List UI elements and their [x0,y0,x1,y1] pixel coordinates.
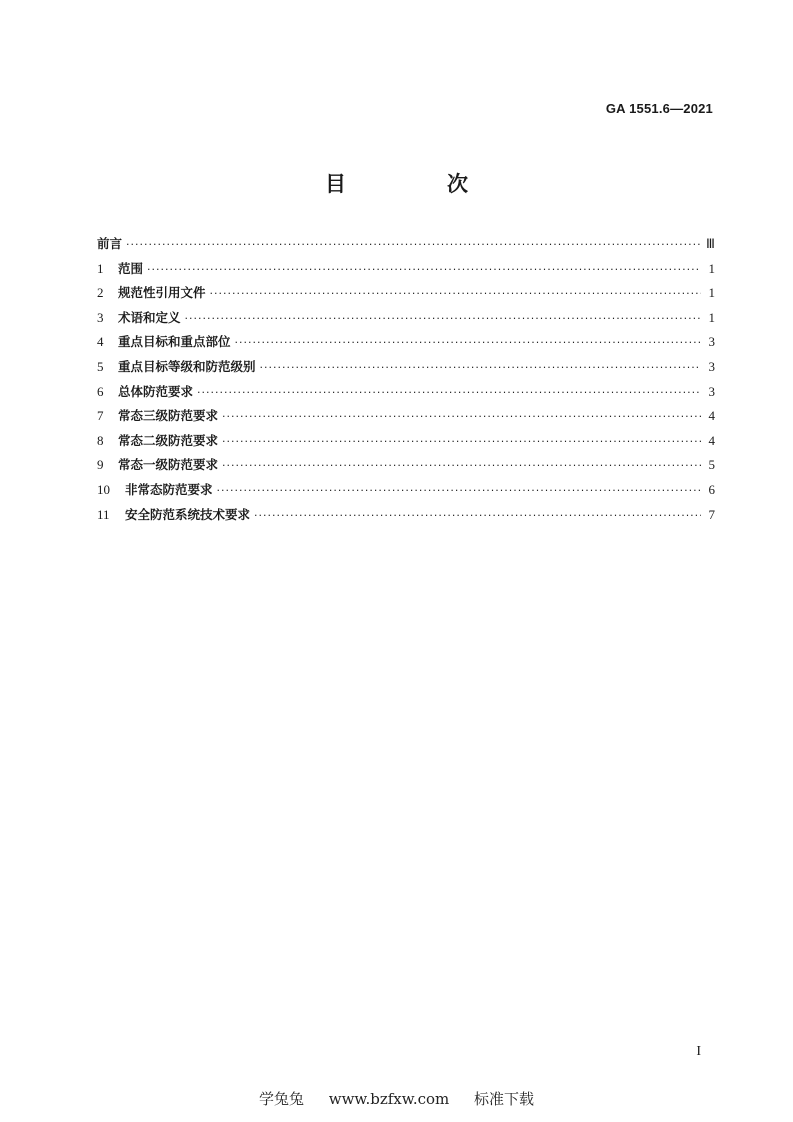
toc-entry-page: Ⅲ [706,236,715,251]
toc-leader-dots [197,386,701,399]
watermark-site: 学兔兔 [258,1090,304,1108]
toc-entry-number: 10 [97,481,110,497]
toc-entry-page: 1 [708,285,715,301]
toc-leader-dots [260,361,701,374]
toc-leader-dots [222,410,701,423]
toc-entry-label: 术语和定义 [118,309,181,325]
toc-entry[interactable] [97,382,715,407]
toc-entry-number: 4 [97,334,104,350]
page-title: 目 次 [325,172,508,196]
toc-entry-label: 常态一级防范要求 [118,457,219,473]
toc-entry-label: 范围 [118,260,144,276]
toc-entry-page: 3 [708,383,715,399]
toc-entry-page: 3 [708,334,715,350]
toc-entry-label: 重点目标等级和防范级别 [118,358,256,374]
toc-entry-label: 重点目标和重点部位 [118,334,231,350]
toc-leader-dots [254,509,701,522]
toc-leader-dots [210,287,701,300]
toc-entry-label: 常态三级防范要求 [118,408,219,424]
toc-entry-number: 6 [97,383,104,399]
page-number: I [696,1044,701,1059]
toc-leader-dots [217,484,701,497]
toc-entry[interactable] [97,406,715,431]
toc-entry-page: 3 [708,358,715,374]
toc-leader-dots [222,435,701,448]
watermark [0,1088,793,1109]
toc-entry-page: 5 [708,457,715,473]
watermark-text: 标准下载 [474,1090,535,1108]
toc-entry-page: 4 [708,408,715,424]
toc-entry-page: 4 [708,432,715,448]
toc-entry-label: 安全防范系统技术要求 [125,506,251,522]
table-of-contents [97,234,715,529]
toc-entry-number: 3 [97,309,104,325]
toc-leader-dots [235,336,701,349]
toc-entry-page: 7 [708,506,715,522]
toc-entry-page: 1 [708,309,715,325]
toc-entry-label: 总体防范要求 [118,383,194,399]
toc-entry-page: 6 [708,481,715,497]
toc-entry[interactable] [97,308,715,333]
toc-entry[interactable] [97,455,715,480]
toc-leader-dots [147,263,701,276]
standard-code: GA 1551.6—2021 [605,101,713,116]
toc-entry-label: 前言 [97,236,123,251]
toc-leader-dots [126,238,701,251]
toc-entry-page: 1 [708,260,715,276]
toc-entry[interactable] [97,505,715,530]
toc-entry-number: 7 [97,408,104,424]
watermark-url[interactable]: www.bzfxw.com [328,1090,450,1108]
toc-entry[interactable] [97,234,715,259]
toc-entry-label: 非常态防范要求 [125,481,213,497]
toc-entry-number: 11 [97,506,110,522]
toc-entry[interactable] [97,259,715,284]
toc-entry[interactable] [97,283,715,308]
toc-entry-number: 9 [97,457,104,473]
toc-entry[interactable] [97,357,715,382]
toc-entry[interactable] [97,332,715,357]
toc-entry-number: 1 [97,260,104,276]
toc-entry-label: 规范性引用文件 [118,285,206,301]
toc-entry-number: 2 [97,285,104,301]
toc-entry-number: 5 [97,358,104,374]
toc-leader-dots [185,312,701,325]
toc-entry[interactable] [97,480,715,505]
toc-entry-label: 常态二级防范要求 [118,432,219,448]
toc-entry[interactable] [97,431,715,456]
toc-leader-dots [222,459,701,472]
toc-entry-number: 8 [97,432,104,448]
